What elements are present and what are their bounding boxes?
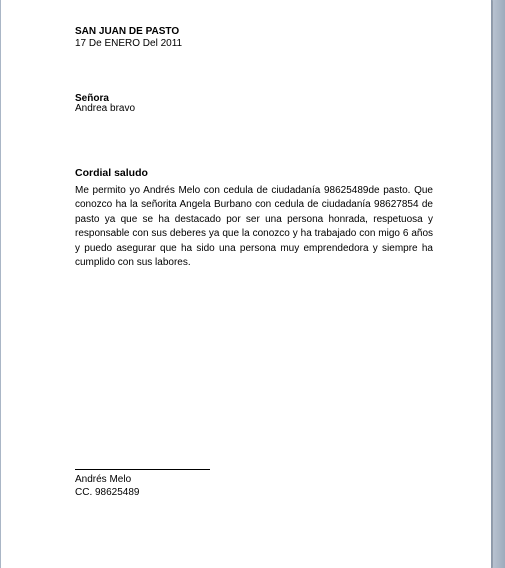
signature-line: [75, 469, 210, 470]
salutation-title: Señora: [75, 93, 109, 104]
signature-id: CC. 98625489: [75, 487, 140, 498]
recipient-name: Andrea bravo: [75, 103, 136, 114]
document-page[interactable]: [1, 0, 492, 568]
letter-city: SAN JUAN DE PASTO: [75, 26, 180, 37]
window-edge: [493, 0, 505, 568]
letter-greeting: Cordial saludo: [75, 167, 148, 179]
letter-date: 17 De ENERO Del 2011: [75, 38, 183, 49]
signature-name: Andrés Melo: [75, 474, 132, 485]
letter-body: Me permito yo Andrés Melo con cedula de ciudadanía 98625489de pasto. Que conozco ha la señorita Angela Burbano con cedula de ciudadanía 98627854 de pasto ya que se ha destacado por ser una persona honrada, respetuosa y responsable con sus deberes ya que la conozco y ha trabajado con migo 6 años y puedo asegurar que ha sido una persona muy emprendedora y siempre ha cumplido con sus labores.: [75, 185, 433, 269]
